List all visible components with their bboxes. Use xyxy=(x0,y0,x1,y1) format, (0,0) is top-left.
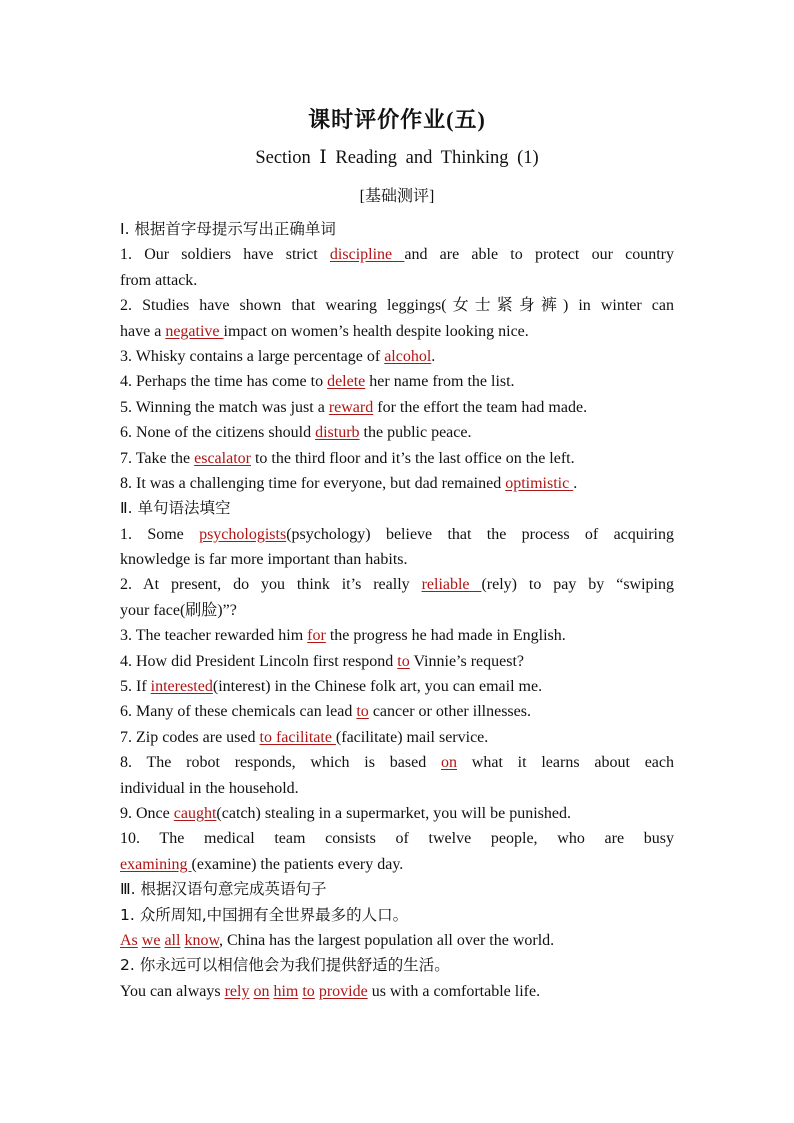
part2-q5: 5. If interested(interest) in the Chinese folk art, you can email me. xyxy=(120,678,543,696)
answer: psychologists xyxy=(199,525,287,543)
part2-q1-cont: knowledge is far more important than habits. xyxy=(120,551,408,569)
part2-q1: 1. Some psychologists(psychology) believe that the process of acquiring xyxy=(120,525,674,543)
part1-q1-cont: from attack. xyxy=(120,271,198,289)
answer: caught xyxy=(173,804,217,822)
part3-q1-chinese: 1. 众所周知,中国拥有全世界最多的人口。 xyxy=(120,905,409,924)
part1-q7: 7. Take the escalator to the third floor and it’s the last office on the left. xyxy=(120,449,575,467)
part1-q1: 1. Our soldiers have strict discipline and are able to protect our country xyxy=(120,246,674,264)
answer: on xyxy=(441,754,457,772)
part1-q4: 4. Perhaps the time has come to delete her name from the list. xyxy=(120,373,515,391)
answer: him xyxy=(273,982,299,1000)
part2-q2-cont: your face(刷脸)”? xyxy=(120,601,237,619)
answer: examining xyxy=(120,855,192,873)
page-title: 课时评价作业(五) xyxy=(308,107,486,132)
answer: optimistic xyxy=(505,474,574,492)
part1-q6: 6. None of the citizens should disturb the public peace. xyxy=(120,424,472,442)
part2-q3: 3. The teacher rewarded him for the progress he had made in English. xyxy=(120,627,566,645)
answer: provide xyxy=(318,982,368,1000)
answer: disturb xyxy=(315,424,360,442)
exercise-body xyxy=(120,217,674,1004)
section-tag: [基础测评] xyxy=(359,188,435,205)
part3-heading: Ⅲ. 根据汉语句意完成英语句子 xyxy=(120,880,327,899)
part2-q10-cont: examining (examine) the patients every day. xyxy=(120,855,404,873)
section-subtitle: Section Ⅰ Reading and Thinking (1) xyxy=(255,148,539,168)
answer: As xyxy=(120,931,138,949)
answer: rely xyxy=(224,982,250,1000)
part2-q2: 2. At present, do you think it’s really reliable (rely) to pay by “swiping xyxy=(120,576,674,594)
part3-q2-chinese: 2. 你永远可以相信他会为我们提供舒适的生活。 xyxy=(120,956,450,975)
part1-q2-cont: have a negative impact on women’s health despite looking nice. xyxy=(120,322,529,340)
part1-heading: Ⅰ. 根据首字母提示写出正确单词 xyxy=(120,220,336,238)
answer: discipline xyxy=(329,246,405,264)
answer: negative xyxy=(165,322,224,340)
part1-q8: 8. It was a challenging time for everyone, but dad remained optimistic . xyxy=(120,474,578,492)
answer: know xyxy=(184,931,219,949)
part2-q10: 10. The medical team consists of twelve people, who are busy xyxy=(120,830,674,848)
answer: on xyxy=(253,982,270,1000)
part2-q9: 9. Once caught(catch) stealing in a supermarket, you will be punished. xyxy=(120,804,571,822)
answer: all xyxy=(164,931,181,949)
part3-q1-answer: As we all know, China has the largest population all over the world. xyxy=(120,931,555,949)
answer: we xyxy=(141,931,161,949)
part2-q4: 4. How did President Lincoln first respond to Vinnie’s request? xyxy=(120,652,525,670)
part1-q5: 5. Winning the match was just a reward for the effort the team had made. xyxy=(120,398,588,416)
part1-q3: 3. Whisky contains a large percentage of alcohol. xyxy=(120,347,436,365)
answer: interested xyxy=(150,678,213,696)
part3-q2-answer: You can always rely on him to provide us with a comfortable life. xyxy=(120,982,541,1000)
answer: delete xyxy=(327,373,366,391)
part2-q7: 7. Zip codes are used to facilitate (facilitate) mail service. xyxy=(120,728,489,746)
part1-q2: 2. Studies have shown that wearing leggings(女士紧身裤) in winter can xyxy=(120,297,674,315)
part2-heading: Ⅱ. 单句语法填空 xyxy=(120,499,231,518)
answer: alcohol xyxy=(384,347,432,365)
answer: escalator xyxy=(194,449,251,467)
answer: to xyxy=(356,703,369,721)
part2-q8: 8. The robot responds, which is based on what it learns about each xyxy=(120,754,675,772)
answer: to xyxy=(397,652,410,670)
answer: reliable xyxy=(421,576,482,594)
answer: for xyxy=(307,627,326,645)
answer: to xyxy=(302,982,315,1000)
part2-q8-cont: individual in the household. xyxy=(120,779,299,797)
part2-q6: 6. Many of these chemicals can lead to cancer or other illnesses. xyxy=(120,703,531,721)
answer: to facilitate xyxy=(259,728,336,746)
answer: reward xyxy=(328,398,374,416)
